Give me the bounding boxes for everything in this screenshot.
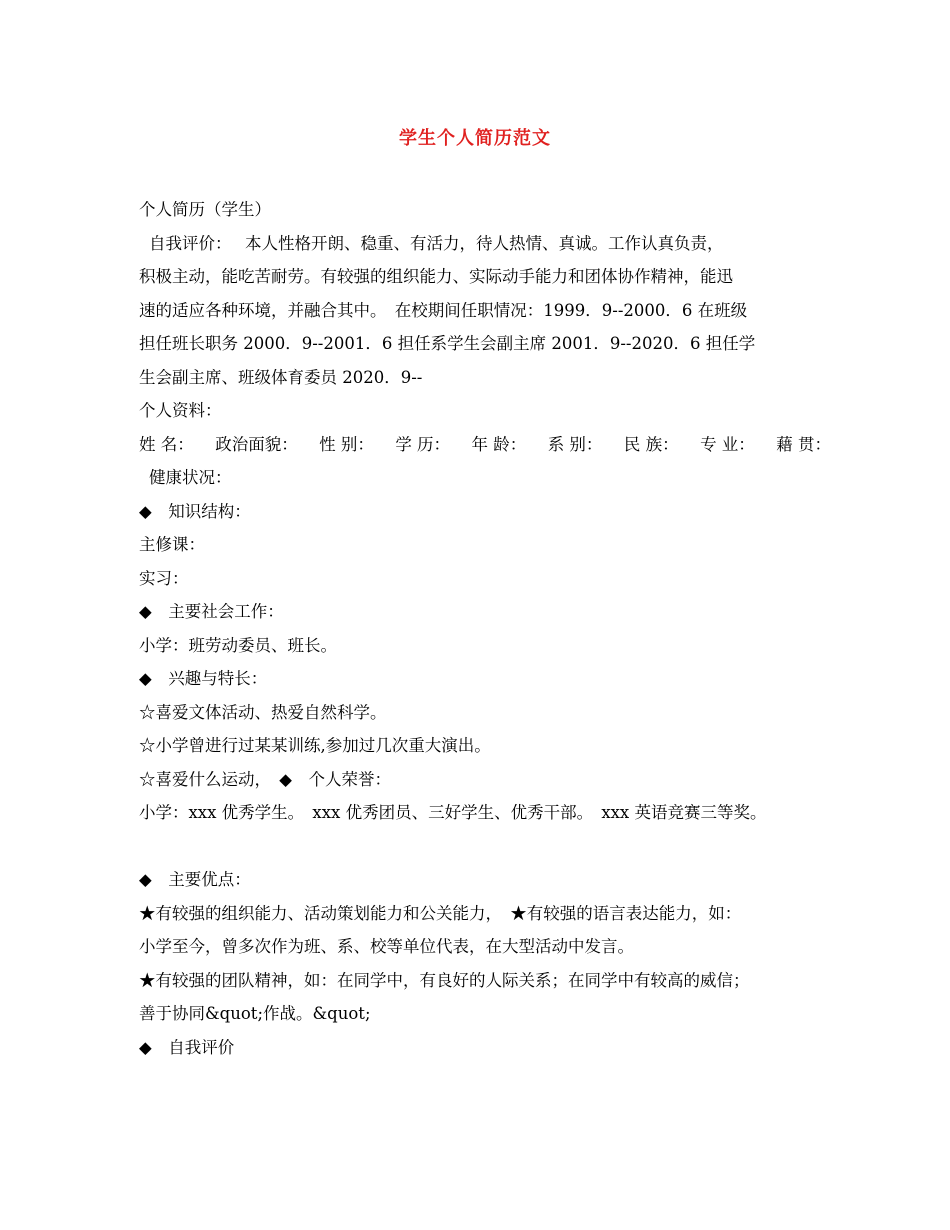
strength-item-2: 小学至今，曾多次作为班、系、校等单位代表，在大型活动中发言。	[139, 937, 634, 956]
strength-item-1: ★有较强的组织能力、活动策划能力和公关能力， ★有较强的语言表达能力，如：	[139, 903, 742, 923]
social-work-text: 小学：班劳动委员、班长。	[139, 635, 337, 655]
blank-line	[139, 830, 831, 864]
interest-item-1: ☆喜爱文体活动、热爱自然科学。	[139, 702, 387, 722]
health-status-label: 健康状况：	[149, 468, 232, 487]
self-evaluation-heading: ◆ 自我评价	[139, 1037, 235, 1057]
interest-item-2: ☆小学曾进行过某某训练,参加过几次重大演出。	[139, 736, 491, 755]
self-evaluation-line-1: 自我评价： 本人性格开朗、稳重、有活力，待人热情、真诚。工作认真负责，	[149, 233, 724, 253]
field-major-label: 专 业：	[700, 434, 755, 454]
internship-label: 实习：	[139, 568, 189, 588]
field-political-label: 政治面貌：	[215, 434, 298, 454]
honors-text: 小学：xxx 优秀学生。 xxx 优秀团员、三好学生、优秀干部。 xxx 英语竞赛三等奖。	[139, 803, 767, 822]
knowledge-structure-heading: ◆ 知识结构：	[139, 501, 251, 521]
field-age-label: 年 龄：	[471, 434, 527, 454]
strength-item-3: ★有较强的团队精神，如：在同学中，有良好的人际关系；在同学中有较高的威信；	[139, 970, 750, 990]
field-education-label: 学 历：	[395, 434, 451, 454]
field-ethnicity-label: 民 族：	[623, 434, 679, 454]
strength-item-4: 善于协同&quot;作战。&quot;	[139, 1004, 371, 1023]
document-title: 学生个人简历范文	[399, 128, 551, 149]
strengths-heading: ◆ 主要优点：	[139, 870, 251, 889]
field-hometown-label: 藉 贯：	[776, 434, 831, 454]
social-work-heading: ◆ 主要社会工作：	[139, 602, 284, 621]
interest-item-3: ☆喜爱什么运动， ◆ 个人荣誉：	[139, 769, 391, 789]
self-evaluation-line-3: 速的适应各种环境，并融合其中。 在校期间任职情况：1999．9--2000．6 在班级	[139, 300, 748, 320]
self-evaluation-line-4: 担任班长职务 2000．9--2001．6 担任系学生会副主席 2001．9--2020．6 担任学	[139, 334, 756, 353]
document-body	[139, 193, 831, 1064]
personal-info-heading: 个人资料：	[139, 401, 222, 420]
field-gender-label: 性 别：	[319, 434, 374, 454]
self-evaluation-line-2: 积极主动，能吃苦耐劳。有较强的组织能力、实际动手能力和团体协作精神，能迅	[139, 267, 733, 286]
interests-heading: ◆ 兴趣与特长：	[139, 669, 268, 688]
field-name-label: 姓 名：	[139, 434, 194, 454]
profile-fields-row	[139, 428, 831, 462]
self-evaluation-line-5: 生会副主席、班级体育委员 2020．9--	[139, 367, 423, 387]
field-department-label: 系 别：	[547, 434, 603, 454]
main-courses-label: 主修课：	[139, 535, 205, 554]
resume-heading: 个人简历（学生）	[139, 200, 271, 219]
